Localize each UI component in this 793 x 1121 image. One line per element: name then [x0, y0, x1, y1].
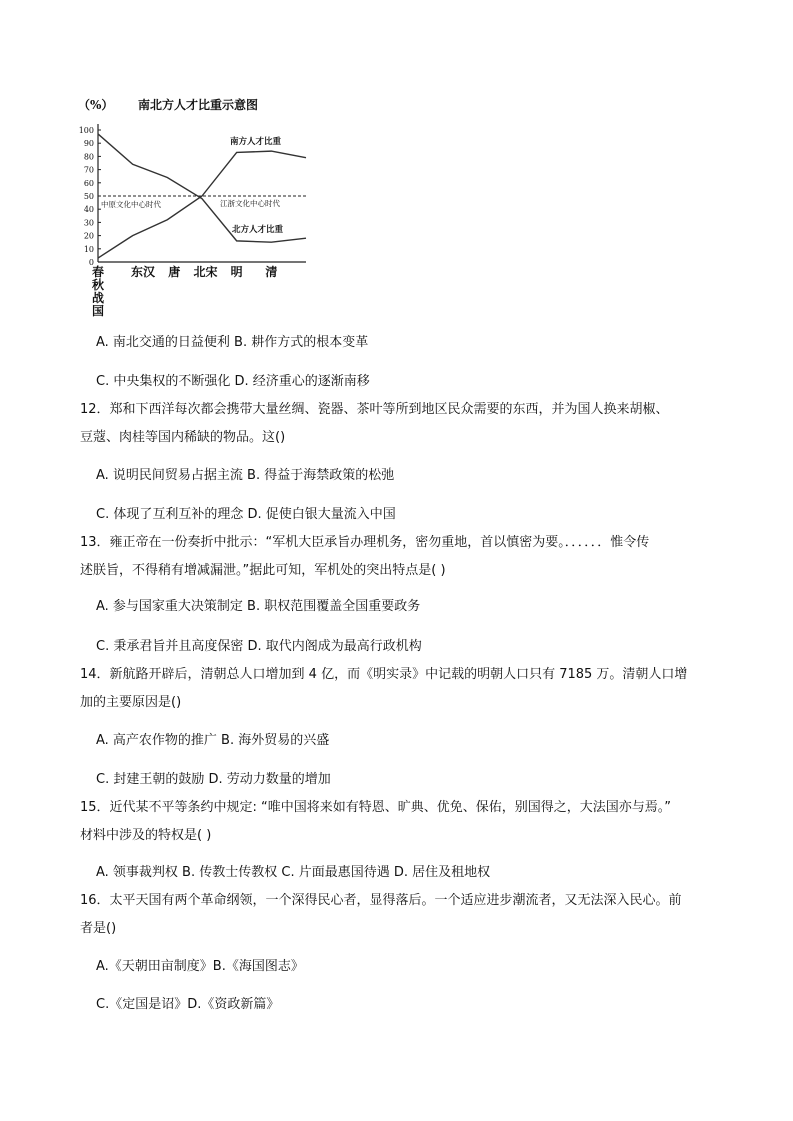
- y-tick-label: 0: [88, 258, 94, 267]
- annotation-right-era: 江浙文化中心时代: [220, 199, 280, 208]
- y-tick-label: 90: [83, 139, 94, 149]
- x-tick-label: 唐: [168, 265, 181, 279]
- chart-plot: [74, 92, 324, 324]
- q15-stem-line1: 15．近代某不平等条约中规定: “唯中国将来如有特恩、旷典、优免、保佑，别国得之，大法国亦与焉。”: [80, 800, 672, 815]
- q13-options-line2: C. 秉承君旨并且高度保密 D. 取代内阁成为最高行政机构: [96, 639, 422, 654]
- q11-options-line1: A. 南北交通的日益便利 B. 耕作方式的根本变革: [96, 335, 369, 350]
- q16-stem-line1: 16．太平天国有两个革命纲领，一个深得民心者，显得落后。一个适应进步潮流者，又无法深入民心。前: [80, 893, 682, 908]
- x-tick-label: 北宋: [193, 265, 218, 279]
- y-tick-label: 60: [83, 178, 94, 188]
- y-tick-label: 10: [83, 244, 94, 254]
- q11-options-line2: C. 中央集权的不断强化 D. 经济重心的逐渐南移: [96, 374, 370, 389]
- chart-y-unit: （%）: [78, 98, 114, 112]
- q14-stem-line1: 14．新航路开辟后，清朝总人口增加到 4 亿，而《明实录》中记载的明朝人口只有 7185 万。清朝人口增: [80, 667, 688, 682]
- x-tick-label: 清: [265, 265, 278, 279]
- y-tick-label: 70: [83, 165, 94, 175]
- q13-options-line1: A. 参与国家重大决策制定 B. 职权范围覆盖全国重要政务: [96, 599, 421, 614]
- annotation-left-era: 中原文化中心时代: [101, 200, 161, 209]
- chart-title: 南北方人才比重示意图: [138, 98, 259, 112]
- q12-stem-line1: 12．郑和下西洋每次都会携带大量丝绸、瓷器、茶叶等所到地区民众需要的东西，并为国人换来胡椒、: [80, 402, 669, 417]
- q16-options-line1: A.《天朝田亩制度》B.《海国图志》: [96, 959, 304, 974]
- annotation-north: 北方人才比重: [232, 225, 284, 235]
- q15-options-line1: A. 领事裁判权 B. 传教士传教权 C. 片面最惠国待遇 D. 居住及租地权: [96, 865, 491, 880]
- q13-stem-line2: 述朕旨，不得稍有增减漏泄。”据此可知，军机处的突出特点是( ): [80, 563, 446, 578]
- q12-options-line1: A. 说明民间贸易占据主流 B. 得益于海禁政策的松弛: [96, 468, 395, 483]
- y-tick-label: 40: [83, 205, 94, 215]
- y-tick-label: 20: [83, 231, 94, 241]
- talent-ratio-chart: [74, 92, 324, 324]
- x-tick-label: [91, 264, 104, 318]
- y-tick-label: 100: [78, 126, 94, 135]
- y-tick-label: 50: [83, 192, 94, 201]
- q13-stem-line1: 13．雍正帝在一份奏折中批示：“军机大臣承旨办理机务，密勿重地，首以慎密为要。．．．．．．惟令传: [80, 535, 650, 550]
- y-tick-label: 30: [83, 218, 94, 228]
- q14-options-line1: A. 高产农作物的推广 B. 海外贸易的兴盛: [96, 733, 330, 748]
- q16-stem-line2: 者是(): [80, 921, 117, 936]
- q12-options-line2: C. 体现了互利互补的理念 D. 促使白银大量流入中国: [96, 507, 396, 522]
- x-tick-label-text: 春秋战国: [91, 265, 105, 318]
- q14-options-line2: C. 封建王朝的鼓励 D. 劳动力数量的增加: [96, 772, 331, 787]
- q12-stem-line2: 豆蔻、肉桂等国内稀缺的物品。这(): [80, 430, 286, 445]
- q15-stem-line2: 材料中涉及的特权是( ): [80, 828, 212, 843]
- q14-stem-line2: 加的主要原因是(): [80, 695, 182, 710]
- y-tick-label: 80: [83, 152, 94, 162]
- q16-options-line2: C.《定国是诏》D.《资政新篇》: [96, 997, 280, 1012]
- x-tick-label: 东汉: [131, 265, 156, 279]
- x-tick-label: 明: [230, 265, 243, 279]
- annotation-south: 南方人才比重: [230, 137, 282, 147]
